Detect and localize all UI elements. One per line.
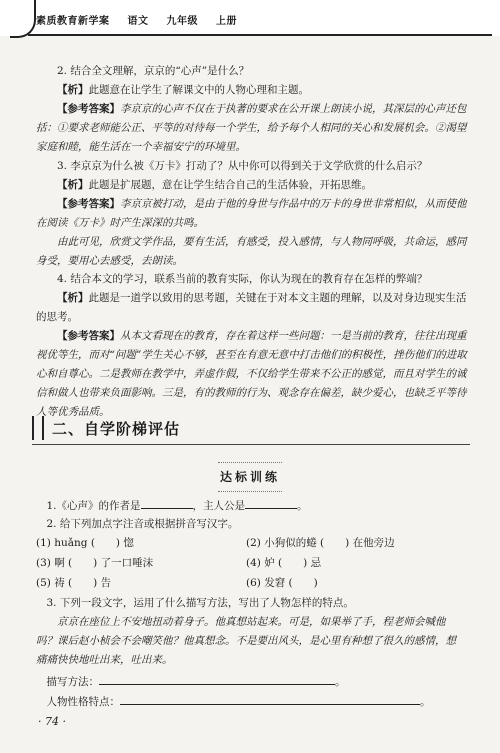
pinyin-row (36, 533, 456, 553)
section-heading (32, 416, 180, 440)
trait-answer-line (36, 692, 466, 712)
question-4-block (36, 270, 470, 422)
method-end-mark: 。 (335, 676, 346, 688)
header-corner-decoration (10, 0, 36, 38)
pinyin-row (36, 573, 456, 593)
exercise-3 (36, 594, 466, 670)
method-answer-line (36, 672, 466, 692)
pinyin-item[interactable]: (2) 小狗似的蜷 ( ) 在他旁边 (246, 537, 395, 549)
pinyin-item[interactable]: (3) 啊 ( ) 了一口唾沫 (36, 557, 154, 569)
exercise-1-prefix: 1.《心声》的作者是 (46, 500, 141, 512)
pinyin-grid (36, 533, 456, 593)
analysis-text: 此题是扩展题，意在让学生结合自己的生活体验，开拓思维。 (88, 179, 372, 191)
book-title: 素质教育新学案 (36, 16, 110, 27)
answer-label: 【参考答案】 (57, 103, 120, 115)
exercise-2-text: 2. 给下列加点字注音或根据拼音写汉字。 (46, 518, 239, 530)
pinyin-item[interactable]: (5) 祷 ( ) 告 (36, 577, 112, 589)
answer-label: 【参考答案】 (57, 330, 120, 342)
subject: 语文 (127, 16, 149, 27)
pinyin-row (36, 553, 456, 573)
header-text (36, 12, 251, 27)
question-4-text: 4. 结合本文的学习，联系当前的教育实际，你认为现在的教育存在怎样的弊端？ (57, 273, 428, 285)
section-rule (32, 444, 470, 445)
question-2-block (36, 62, 470, 157)
trait-end-mark: 。 (420, 696, 431, 708)
answer-text: 李京京被打动，是由于他的身世与作品中的万卡的身世非常相似，从而使他在阅读《万卡》时产生深深的共鸣。 (36, 198, 467, 229)
method-blank[interactable] (99, 672, 335, 685)
exercise-3-title: 3. 下列一段文字，运用了什么描写方法，写出了人物怎样的特点。 (46, 597, 354, 609)
protagonist-blank[interactable] (245, 496, 297, 509)
trait-blank[interactable] (120, 692, 420, 705)
volume: 上册 (215, 16, 237, 27)
page-number: · 74 · (38, 715, 66, 728)
analysis-text: 此题意在让学生了解课文中的人物心理和主题。 (88, 84, 309, 96)
answer-extra-text: 由此可见，欣赏文学作品，要有生活，有感受，投入感情，与人物同呼吸，共命运，感同身受，要用心去感受，去朗读。 (36, 236, 467, 267)
question-3-text: 3. 李京京为什么被《万卡》打动了？从中你可以得到关于文学欣赏的什么启示？ (57, 160, 428, 172)
author-blank[interactable] (141, 496, 193, 509)
trait-label: 人物性格特点： (46, 696, 120, 708)
section-title: 二、自学阶梯评估 (52, 419, 181, 438)
analysis-label: 【析】 (57, 292, 89, 304)
exercise-2-title (36, 515, 466, 534)
exercise-1-end: 。 (297, 500, 308, 512)
analysis-label: 【析】 (57, 179, 89, 191)
section-marker-bars (32, 416, 44, 440)
exercise-1-mid: ，主人公是 (192, 500, 246, 512)
pinyin-item[interactable]: (4) 妒 ( ) 忌 (246, 557, 322, 569)
answer-text: 从本文看现在的教育，存在着这样一些问题：一是当前的教育，往往出现重视优等生，而对“问题”学生关心不够，甚至在有意无意中打击他们的积极性，挫伤他们的进取心和自尊心。二是教师在教学中，弄虚作假，不仅给学生带来不公正的感觉，而且对学生的诚信和做人也带来负面影响。三是，有的教师的行为、观念存在偏差，缺少爱心，也缺乏平等待人等优秀品质。 (36, 330, 467, 418)
page-header (0, 0, 500, 36)
section-subtitle: 达标训练 (219, 470, 280, 484)
question-3-block (36, 157, 470, 271)
exercise-1 (36, 496, 466, 516)
answer-text: 李京京的心声不仅在于执著的要求在公开课上朗读小说，其深层的心声还包括：①要求老师能公正、平等的对待每一个学生，给予每个人相同的关心和发展机会。②渴望家庭和睦，能生活在一个幸福安宁的环境里。 (36, 103, 467, 153)
exercise-3-passage: 京京在座位上不安地扭动着身子。他真想站起来。可是，如果举了手，程老师会喊他吗？课后赵小桢会不会嘲笑他？他真想念。不是要出风头，是心里有种想了很久的感情，想痛痛快快地吐出来，吐出来。 (36, 616, 456, 666)
pinyin-item[interactable]: (6) 发窘 ( ) (246, 577, 318, 589)
header-rule (28, 34, 492, 36)
grade: 九年级 (166, 16, 198, 27)
analysis-text: 此题是一道学以致用的思考题，关键在于对本文主题的理解，以及对身边现实生活的思考。 (36, 292, 467, 323)
method-label: 描写方法： (46, 676, 99, 688)
analysis-label: 【析】 (57, 84, 89, 96)
question-2-text: 2. 结合全文理解，京京的“心声”是什么？ (57, 65, 250, 77)
answer-label: 【参考答案】 (57, 198, 120, 210)
pinyin-item[interactable]: (1) huǎng ( ) 惚 (36, 537, 134, 549)
